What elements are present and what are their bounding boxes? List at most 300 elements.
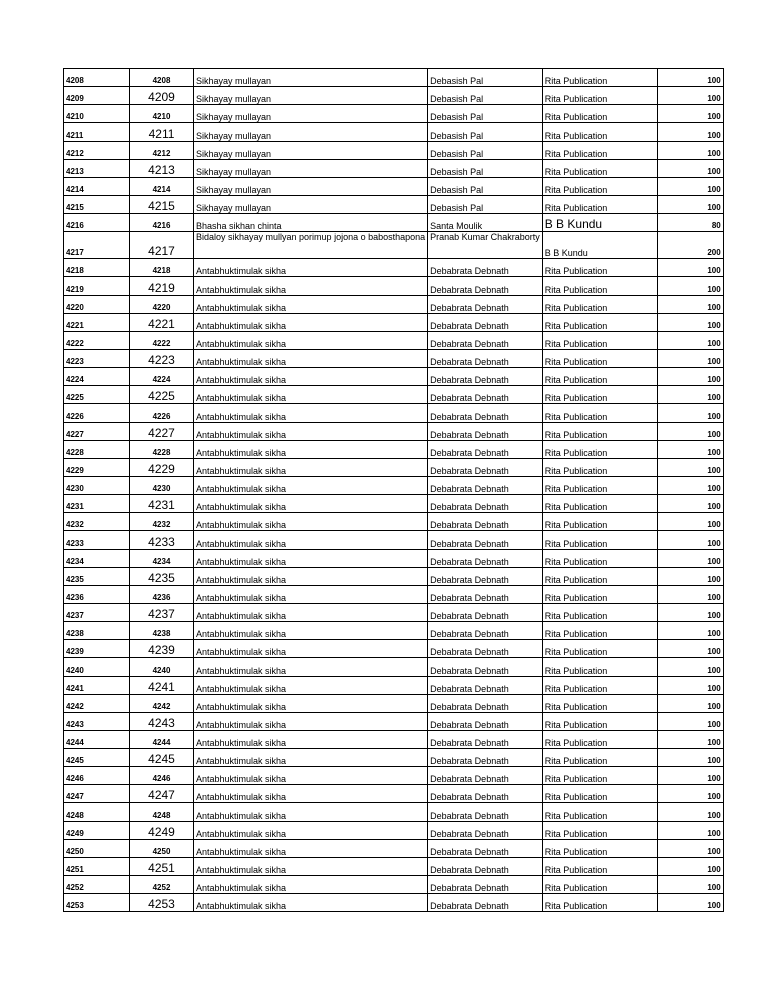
publisher-cell: Rita Publication xyxy=(542,105,657,123)
publisher-cell: Rita Publication xyxy=(542,313,657,331)
accession-number-cell: 4247 xyxy=(130,785,194,803)
table-row xyxy=(64,259,724,277)
serial-number-cell: 4237 xyxy=(64,603,130,621)
book-title-cell: Sikhayay mullayan xyxy=(194,195,428,213)
accession-number-cell: 4224 xyxy=(130,368,194,386)
accession-number-cell: 4212 xyxy=(130,141,194,159)
book-title-cell: Antabhuktimulak sikha xyxy=(194,440,428,458)
publisher-cell: Rita Publication xyxy=(542,640,657,658)
table-row xyxy=(64,839,724,857)
book-title-cell: Antabhuktimulak sikha xyxy=(194,785,428,803)
publisher-cell: Rita Publication xyxy=(542,69,657,87)
author-cell: Debasish Pal xyxy=(428,141,543,159)
price-cell: 100 xyxy=(657,749,723,767)
author-cell: Debabrata Debnath xyxy=(428,476,543,494)
publisher-cell: Rita Publication xyxy=(542,495,657,513)
author-cell: Debabrata Debnath xyxy=(428,513,543,531)
book-title-cell: Bidaloy sikhayay mullyan porimup jojona o babosthapona xyxy=(194,232,428,259)
price-cell: 100 xyxy=(657,676,723,694)
price-cell: 100 xyxy=(657,476,723,494)
price-cell: 100 xyxy=(657,368,723,386)
serial-number-cell: 4231 xyxy=(64,495,130,513)
author-cell: Debabrata Debnath xyxy=(428,876,543,894)
author-cell: Debabrata Debnath xyxy=(428,894,543,912)
accession-number-cell: 4242 xyxy=(130,694,194,712)
table-row xyxy=(64,622,724,640)
publisher-cell: Rita Publication xyxy=(542,622,657,640)
author-cell: Debasish Pal xyxy=(428,159,543,177)
book-title-cell: Antabhuktimulak sikha xyxy=(194,313,428,331)
author-cell: Debabrata Debnath xyxy=(428,495,543,513)
author-cell: Santa Moulik xyxy=(428,214,543,232)
price-cell: 100 xyxy=(657,767,723,785)
accession-number-cell: 4231 xyxy=(130,495,194,513)
table-body xyxy=(64,69,724,912)
book-title-cell: Antabhuktimulak sikha xyxy=(194,513,428,531)
accession-number-cell: 4232 xyxy=(130,513,194,531)
table-row xyxy=(64,105,724,123)
price-cell: 100 xyxy=(657,440,723,458)
book-title-cell: Antabhuktimulak sikha xyxy=(194,622,428,640)
book-title-cell: Antabhuktimulak sikha xyxy=(194,676,428,694)
table-row xyxy=(64,640,724,658)
price-cell: 100 xyxy=(657,404,723,422)
book-title-cell: Antabhuktimulak sikha xyxy=(194,531,428,549)
serial-number-cell: 4229 xyxy=(64,458,130,476)
book-title-cell: Antabhuktimulak sikha xyxy=(194,658,428,676)
accession-number-cell: 4243 xyxy=(130,712,194,730)
publisher-cell: Rita Publication xyxy=(542,876,657,894)
serial-number-cell: 4236 xyxy=(64,585,130,603)
serial-number-cell: 4251 xyxy=(64,857,130,875)
author-cell: Debabrata Debnath xyxy=(428,676,543,694)
price-cell: 100 xyxy=(657,658,723,676)
table-row xyxy=(64,821,724,839)
serial-number-cell: 4224 xyxy=(64,368,130,386)
price-cell: 100 xyxy=(657,295,723,313)
table-row xyxy=(64,214,724,232)
accession-number-cell: 4217 xyxy=(130,232,194,259)
book-title-cell: Sikhayay mullayan xyxy=(194,69,428,87)
book-title-cell: Antabhuktimulak sikha xyxy=(194,567,428,585)
publisher-cell: Rita Publication xyxy=(542,767,657,785)
author-cell: Debabrata Debnath xyxy=(428,622,543,640)
serial-number-cell: 4241 xyxy=(64,676,130,694)
table-row xyxy=(64,876,724,894)
table-row xyxy=(64,313,724,331)
table-row xyxy=(64,894,724,912)
accession-number-cell: 4233 xyxy=(130,531,194,549)
book-title-cell: Antabhuktimulak sikha xyxy=(194,640,428,658)
publisher-cell: Rita Publication xyxy=(542,331,657,349)
author-cell: Debabrata Debnath xyxy=(428,767,543,785)
publisher-cell: Rita Publication xyxy=(542,585,657,603)
accession-number-cell: 4213 xyxy=(130,159,194,177)
serial-number-cell: 4212 xyxy=(64,141,130,159)
accession-number-cell: 4218 xyxy=(130,259,194,277)
accession-number-cell: 4252 xyxy=(130,876,194,894)
price-cell: 100 xyxy=(657,177,723,195)
book-register-table xyxy=(63,68,724,912)
author-cell: Debabrata Debnath xyxy=(428,567,543,585)
price-cell: 100 xyxy=(657,123,723,141)
table-row xyxy=(64,476,724,494)
publisher-cell: Rita Publication xyxy=(542,694,657,712)
serial-number-cell: 4244 xyxy=(64,730,130,748)
table-row xyxy=(64,232,724,259)
serial-number-cell: 4235 xyxy=(64,567,130,585)
price-cell: 100 xyxy=(657,349,723,367)
publisher-cell: Rita Publication xyxy=(542,821,657,839)
price-cell: 100 xyxy=(657,839,723,857)
accession-number-cell: 4239 xyxy=(130,640,194,658)
serial-number-cell: 4219 xyxy=(64,277,130,295)
book-title-cell: Antabhuktimulak sikha xyxy=(194,386,428,404)
book-title-cell: Sikhayay mullayan xyxy=(194,141,428,159)
publisher-cell: Rita Publication xyxy=(542,803,657,821)
author-cell: Pranab Kumar Chakraborty xyxy=(428,232,543,259)
table-row xyxy=(64,404,724,422)
book-title-cell: Antabhuktimulak sikha xyxy=(194,876,428,894)
accession-number-cell: 4238 xyxy=(130,622,194,640)
table-row xyxy=(64,141,724,159)
author-cell: Debabrata Debnath xyxy=(428,368,543,386)
accession-number-cell: 4246 xyxy=(130,767,194,785)
publisher-cell: Rita Publication xyxy=(542,422,657,440)
publisher-cell: Rita Publication xyxy=(542,404,657,422)
table-row xyxy=(64,123,724,141)
price-cell: 100 xyxy=(657,159,723,177)
book-title-cell: Antabhuktimulak sikha xyxy=(194,857,428,875)
publisher-cell: Rita Publication xyxy=(542,476,657,494)
serial-number-cell: 4230 xyxy=(64,476,130,494)
price-cell: 100 xyxy=(657,331,723,349)
price-cell: 100 xyxy=(657,712,723,730)
author-cell: Debabrata Debnath xyxy=(428,404,543,422)
table-row xyxy=(64,458,724,476)
publisher-cell: Rita Publication xyxy=(542,839,657,857)
accession-number-cell: 4230 xyxy=(130,476,194,494)
accession-number-cell: 4228 xyxy=(130,440,194,458)
author-cell: Debabrata Debnath xyxy=(428,712,543,730)
price-cell: 100 xyxy=(657,105,723,123)
price-cell: 100 xyxy=(657,876,723,894)
serial-number-cell: 4223 xyxy=(64,349,130,367)
table-row xyxy=(64,422,724,440)
book-title-cell: Antabhuktimulak sikha xyxy=(194,803,428,821)
serial-number-cell: 4243 xyxy=(64,712,130,730)
price-cell: 100 xyxy=(657,603,723,621)
accession-number-cell: 4227 xyxy=(130,422,194,440)
author-cell: Debabrata Debnath xyxy=(428,313,543,331)
publisher-cell: Rita Publication xyxy=(542,603,657,621)
author-cell: Debasish Pal xyxy=(428,105,543,123)
table-row xyxy=(64,767,724,785)
publisher-cell: Rita Publication xyxy=(542,857,657,875)
publisher-cell: Rita Publication xyxy=(542,712,657,730)
serial-number-cell: 4248 xyxy=(64,803,130,821)
table-row xyxy=(64,331,724,349)
author-cell: Debabrata Debnath xyxy=(428,277,543,295)
serial-number-cell: 4216 xyxy=(64,214,130,232)
serial-number-cell: 4218 xyxy=(64,259,130,277)
table-row xyxy=(64,177,724,195)
publisher-cell: Rita Publication xyxy=(542,177,657,195)
serial-number-cell: 4208 xyxy=(64,69,130,87)
table-row xyxy=(64,730,724,748)
publisher-cell: Rita Publication xyxy=(542,141,657,159)
table-row xyxy=(64,749,724,767)
author-cell: Debasish Pal xyxy=(428,69,543,87)
price-cell: 100 xyxy=(657,141,723,159)
serial-number-cell: 4240 xyxy=(64,658,130,676)
author-cell: Debabrata Debnath xyxy=(428,857,543,875)
price-cell: 100 xyxy=(657,277,723,295)
price-cell: 100 xyxy=(657,69,723,87)
price-cell: 100 xyxy=(657,386,723,404)
accession-number-cell: 4225 xyxy=(130,386,194,404)
accession-number-cell: 4221 xyxy=(130,313,194,331)
serial-number-cell: 4227 xyxy=(64,422,130,440)
book-title-cell: Antabhuktimulak sikha xyxy=(194,585,428,603)
book-title-cell: Antabhuktimulak sikha xyxy=(194,495,428,513)
author-cell: Debabrata Debnath xyxy=(428,785,543,803)
table-row xyxy=(64,295,724,313)
accession-number-cell: 4214 xyxy=(130,177,194,195)
book-title-cell: Antabhuktimulak sikha xyxy=(194,458,428,476)
serial-number-cell: 4233 xyxy=(64,531,130,549)
serial-number-cell: 4232 xyxy=(64,513,130,531)
price-cell: 100 xyxy=(657,549,723,567)
accession-number-cell: 4251 xyxy=(130,857,194,875)
accession-number-cell: 4241 xyxy=(130,676,194,694)
serial-number-cell: 4252 xyxy=(64,876,130,894)
publisher-cell: Rita Publication xyxy=(542,658,657,676)
author-cell: Debabrata Debnath xyxy=(428,603,543,621)
accession-number-cell: 4219 xyxy=(130,277,194,295)
price-cell: 100 xyxy=(657,622,723,640)
author-cell: Debasish Pal xyxy=(428,123,543,141)
accession-number-cell: 4223 xyxy=(130,349,194,367)
table-row xyxy=(64,69,724,87)
serial-number-cell: 4234 xyxy=(64,549,130,567)
publisher-cell: Rita Publication xyxy=(542,159,657,177)
publisher-cell: Rita Publication xyxy=(542,549,657,567)
table-row xyxy=(64,368,724,386)
publisher-cell: Rita Publication xyxy=(542,295,657,313)
accession-number-cell: 4220 xyxy=(130,295,194,313)
accession-number-cell: 4249 xyxy=(130,821,194,839)
publisher-cell: B B Kundu xyxy=(542,232,657,259)
accession-number-cell: 4215 xyxy=(130,195,194,213)
price-cell: 100 xyxy=(657,821,723,839)
table-row xyxy=(64,585,724,603)
table-row xyxy=(64,676,724,694)
price-cell: 100 xyxy=(657,567,723,585)
publisher-cell: Rita Publication xyxy=(542,458,657,476)
serial-number-cell: 4213 xyxy=(64,159,130,177)
price-cell: 100 xyxy=(657,422,723,440)
price-cell: 100 xyxy=(657,195,723,213)
serial-number-cell: 4249 xyxy=(64,821,130,839)
publisher-cell: Rita Publication xyxy=(542,749,657,767)
accession-number-cell: 4248 xyxy=(130,803,194,821)
book-title-cell: Antabhuktimulak sikha xyxy=(194,368,428,386)
serial-number-cell: 4215 xyxy=(64,195,130,213)
publisher-cell: Rita Publication xyxy=(542,195,657,213)
serial-number-cell: 4226 xyxy=(64,404,130,422)
price-cell: 100 xyxy=(657,259,723,277)
accession-number-cell: 4237 xyxy=(130,603,194,621)
table-row xyxy=(64,785,724,803)
serial-number-cell: 4214 xyxy=(64,177,130,195)
price-cell: 100 xyxy=(657,531,723,549)
table-row xyxy=(64,386,724,404)
publisher-cell: Rita Publication xyxy=(542,259,657,277)
publisher-cell: Rita Publication xyxy=(542,87,657,105)
author-cell: Debabrata Debnath xyxy=(428,585,543,603)
price-cell: 100 xyxy=(657,803,723,821)
author-cell: Debabrata Debnath xyxy=(428,658,543,676)
publisher-cell: Rita Publication xyxy=(542,730,657,748)
author-cell: Debabrata Debnath xyxy=(428,694,543,712)
author-cell: Debabrata Debnath xyxy=(428,640,543,658)
table-row xyxy=(64,495,724,513)
publisher-cell: Rita Publication xyxy=(542,676,657,694)
publisher-cell: Rita Publication xyxy=(542,277,657,295)
accession-number-cell: 4236 xyxy=(130,585,194,603)
price-cell: 100 xyxy=(657,694,723,712)
price-cell: 100 xyxy=(657,313,723,331)
book-title-cell: Antabhuktimulak sikha xyxy=(194,730,428,748)
table-row xyxy=(64,857,724,875)
author-cell: Debabrata Debnath xyxy=(428,349,543,367)
book-title-cell: Antabhuktimulak sikha xyxy=(194,404,428,422)
book-title-cell: Sikhayay mullayan xyxy=(194,105,428,123)
publisher-cell: Rita Publication xyxy=(542,440,657,458)
table-row xyxy=(64,549,724,567)
author-cell: Debabrata Debnath xyxy=(428,531,543,549)
price-cell: 100 xyxy=(657,730,723,748)
author-cell: Debasish Pal xyxy=(428,195,543,213)
accession-number-cell: 4226 xyxy=(130,404,194,422)
table-row xyxy=(64,658,724,676)
author-cell: Debasish Pal xyxy=(428,87,543,105)
book-title-cell: Antabhuktimulak sikha xyxy=(194,749,428,767)
accession-number-cell: 4210 xyxy=(130,105,194,123)
publisher-cell: Rita Publication xyxy=(542,785,657,803)
publisher-cell: Rita Publication xyxy=(542,513,657,531)
author-cell: Debabrata Debnath xyxy=(428,549,543,567)
table-row xyxy=(64,603,724,621)
price-cell: 100 xyxy=(657,513,723,531)
author-cell: Debabrata Debnath xyxy=(428,839,543,857)
table-row xyxy=(64,277,724,295)
table-row xyxy=(64,349,724,367)
author-cell: Debabrata Debnath xyxy=(428,295,543,313)
serial-number-cell: 4211 xyxy=(64,123,130,141)
price-cell: 100 xyxy=(657,87,723,105)
book-title-cell: Antabhuktimulak sikha xyxy=(194,894,428,912)
book-title-cell: Antabhuktimulak sikha xyxy=(194,549,428,567)
book-title-cell: Antabhuktimulak sikha xyxy=(194,295,428,313)
price-cell: 100 xyxy=(657,640,723,658)
serial-number-cell: 4246 xyxy=(64,767,130,785)
book-title-cell: Antabhuktimulak sikha xyxy=(194,839,428,857)
serial-number-cell: 4247 xyxy=(64,785,130,803)
serial-number-cell: 4238 xyxy=(64,622,130,640)
accession-number-cell: 4234 xyxy=(130,549,194,567)
book-title-cell: Antabhuktimulak sikha xyxy=(194,422,428,440)
author-cell: Debasish Pal xyxy=(428,177,543,195)
serial-number-cell: 4220 xyxy=(64,295,130,313)
author-cell: Debabrata Debnath xyxy=(428,331,543,349)
author-cell: Debabrata Debnath xyxy=(428,749,543,767)
serial-number-cell: 4222 xyxy=(64,331,130,349)
accession-number-cell: 4211 xyxy=(130,123,194,141)
table-row xyxy=(64,531,724,549)
serial-number-cell: 4221 xyxy=(64,313,130,331)
price-cell: 100 xyxy=(657,585,723,603)
table-row xyxy=(64,440,724,458)
serial-number-cell: 4245 xyxy=(64,749,130,767)
price-cell: 100 xyxy=(657,785,723,803)
serial-number-cell: 4209 xyxy=(64,87,130,105)
table-row xyxy=(64,712,724,730)
publisher-cell: Rita Publication xyxy=(542,567,657,585)
author-cell: Debabrata Debnath xyxy=(428,821,543,839)
book-title-cell: Sikhayay mullayan xyxy=(194,159,428,177)
book-title-cell: Antabhuktimulak sikha xyxy=(194,349,428,367)
publisher-cell: Rita Publication xyxy=(542,894,657,912)
author-cell: Debabrata Debnath xyxy=(428,730,543,748)
table-row xyxy=(64,567,724,585)
table-row xyxy=(64,513,724,531)
book-title-cell: Antabhuktimulak sikha xyxy=(194,603,428,621)
publisher-cell: Rita Publication xyxy=(542,368,657,386)
accession-number-cell: 4229 xyxy=(130,458,194,476)
table-row xyxy=(64,803,724,821)
book-title-cell: Antabhuktimulak sikha xyxy=(194,476,428,494)
accession-number-cell: 4245 xyxy=(130,749,194,767)
price-cell: 100 xyxy=(657,458,723,476)
book-title-cell: Sikhayay mullayan xyxy=(194,123,428,141)
price-cell: 100 xyxy=(657,857,723,875)
table-row xyxy=(64,87,724,105)
book-title-cell: Antabhuktimulak sikha xyxy=(194,767,428,785)
serial-number-cell: 4239 xyxy=(64,640,130,658)
author-cell: Debabrata Debnath xyxy=(428,803,543,821)
book-title-cell: Antabhuktimulak sikha xyxy=(194,712,428,730)
price-cell: 80 xyxy=(657,214,723,232)
book-title-cell: Bhasha sikhan chinta xyxy=(194,214,428,232)
book-title-cell: Antabhuktimulak sikha xyxy=(194,331,428,349)
serial-number-cell: 4253 xyxy=(64,894,130,912)
table-row xyxy=(64,159,724,177)
publisher-cell: B B Kundu xyxy=(542,214,657,232)
accession-number-cell: 4253 xyxy=(130,894,194,912)
serial-number-cell: 4225 xyxy=(64,386,130,404)
publisher-cell: Rita Publication xyxy=(542,531,657,549)
accession-number-cell: 4244 xyxy=(130,730,194,748)
book-title-cell: Sikhayay mullayan xyxy=(194,177,428,195)
author-cell: Debabrata Debnath xyxy=(428,422,543,440)
book-title-cell: Antabhuktimulak sikha xyxy=(194,259,428,277)
accession-number-cell: 4240 xyxy=(130,658,194,676)
price-cell: 100 xyxy=(657,495,723,513)
author-cell: Debabrata Debnath xyxy=(428,458,543,476)
book-title-cell: Antabhuktimulak sikha xyxy=(194,821,428,839)
